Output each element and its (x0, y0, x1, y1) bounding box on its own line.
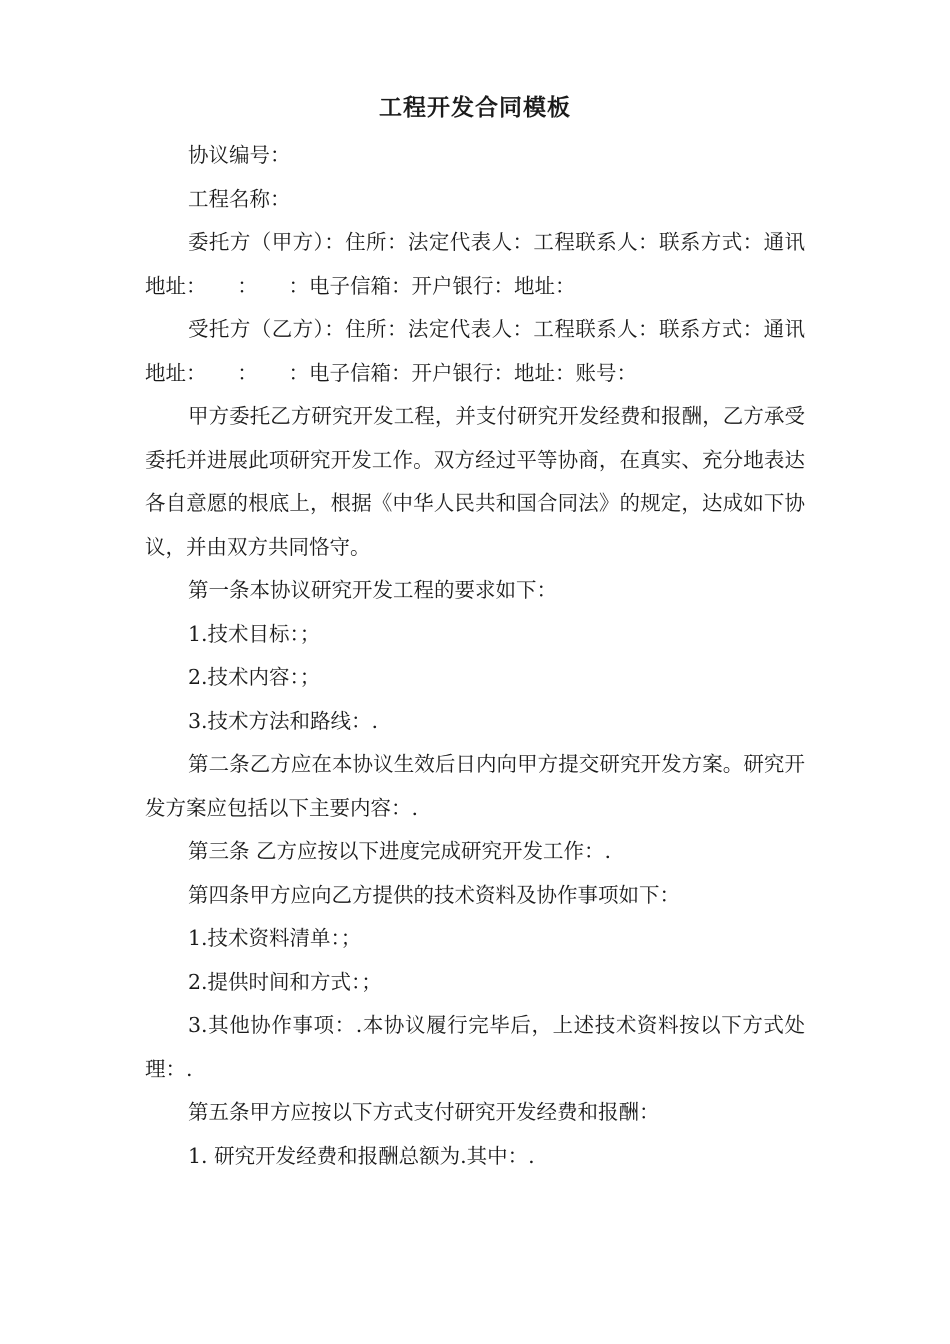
document-title: 工程开发合同模板 (379, 95, 571, 121)
paragraph-article-2: 第二条乙方应在本协议生效后日内向甲方提交研究开发方案。研究开发方案应包括以下主要内容：. (145, 752, 805, 820)
paragraph-article-5: 第五条甲方应按以下方式支付研究开发经费和报酬： (188, 1100, 660, 1124)
paragraph-article-4-item-3: 3.其他协作事项：.本协议履行完毕后，上述技术资料按以下方式处理：. (145, 1013, 805, 1081)
document-body (145, 134, 805, 1178)
paragraph-party-a: 委托方（甲方）：住所：法定代表人：工程联系人：联系方式：通讯地址： ： ：电子信箱：开户银行：地址： (145, 230, 805, 298)
paragraph-article-4: 第四条甲方应向乙方提供的技术资料及协作事项如下： (188, 882, 680, 907)
paragraph-article-5-item-1: 1. 研究开发经费和报酬总额为.其中：. (188, 1143, 535, 1168)
paragraph-article-1-item-1: 1.技术目标：； (188, 621, 321, 646)
paragraph-article-4-item-2: 2.提供时间和方式：； (188, 969, 382, 994)
paragraph-project-name: 工程名称： (188, 186, 291, 211)
paragraph-article-4-item-1: 1.技术资料清单：； (188, 926, 362, 950)
paragraph-article-3: 第三条 乙方应按以下进度完成研究开发工作：. (188, 839, 612, 863)
paragraph-party-b: 受托方（乙方）：住所：法定代表人：工程联系人：联系方式：通讯地址： ： ：电子信箱：开户银行：地址：账号： (145, 317, 805, 385)
paragraph-agreement-number: 协议编号： (188, 143, 291, 167)
paragraph-article-1-item-2: 2.技术内容：； (188, 665, 321, 689)
paragraph-article-1: 第一条本协议研究开发工程的要求如下： (188, 578, 557, 602)
paragraph-article-1-item-3: 3.技术方法和路线：. (188, 708, 379, 733)
paragraph-preamble: 甲方委托乙方研究开发工程，并支付研究开发经费和报酬，乙方承受委托并进展此项研究开发工作。双方经过平等协商，在真实、充分地表达各自意愿的根底上，根据《中华人民共和国合同法》的规定，达成如下协议，并由双方共同恪守。 (145, 404, 805, 559)
